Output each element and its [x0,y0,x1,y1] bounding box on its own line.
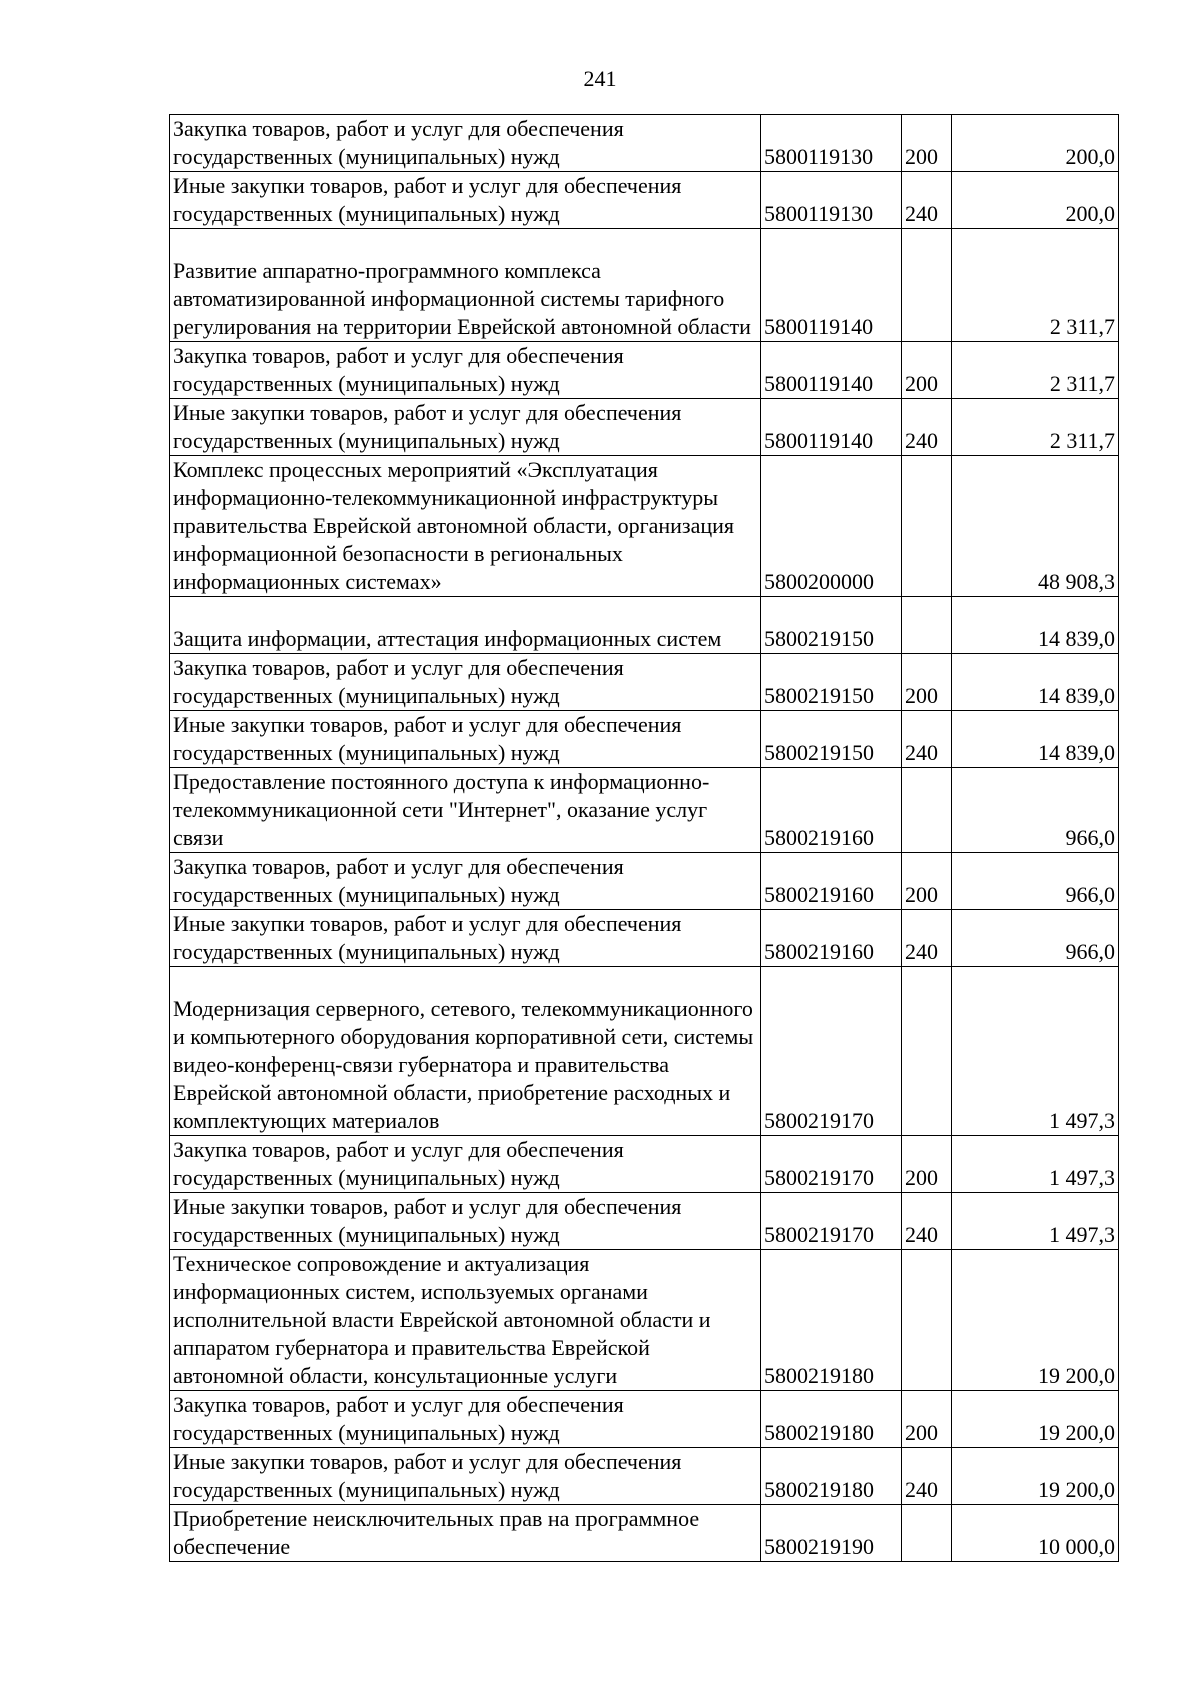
amount-cell: 10 000,0 [952,1505,1119,1562]
expense-type-cell [902,456,952,597]
target-article-code-cell: 5800119140 [761,342,902,399]
target-article-code-cell: 5800219180 [761,1250,902,1391]
table-row [170,1136,1119,1193]
expense-name-cell: Модернизация серверного, сетевого, телекоммуникационного и компьютерного оборудования корпоративной сети, системы видео-конференц-связи губернатора и правительства Еврейской автономной области, приобретение расходных и комплектующих материалов [170,967,761,1136]
target-article-code-cell: 5800219160 [761,853,902,910]
target-article-code-cell: 5800219190 [761,1505,902,1562]
budget-table [169,114,1119,1562]
target-article-code-cell: 5800219150 [761,711,902,768]
expense-name-cell: Иные закупки товаров, работ и услуг для обеспечения государственных (муниципальных) нужд [170,711,761,768]
expense-name-cell: Закупка товаров, работ и услуг для обеспечения государственных (муниципальных) нужд [170,853,761,910]
expense-name-cell: Иные закупки товаров, работ и услуг для обеспечения государственных (муниципальных) нужд [170,1193,761,1250]
amount-cell: 1 497,3 [952,1136,1119,1193]
target-article-code-cell: 5800219150 [761,654,902,711]
expense-type-cell: 240 [902,399,952,456]
expense-type-cell [902,1250,952,1391]
amount-cell: 1 497,3 [952,1193,1119,1250]
amount-cell: 2 311,7 [952,229,1119,342]
amount-cell: 966,0 [952,853,1119,910]
expense-name-cell: Закупка товаров, работ и услуг для обеспечения государственных (муниципальных) нужд [170,342,761,399]
amount-cell: 966,0 [952,910,1119,967]
table-row [170,711,1119,768]
target-article-code-cell: 5800119130 [761,115,902,172]
expense-name-cell: Техническое сопровождение и актуализация информационных систем, используемых органами исполнительной власти Еврейской автономной области и аппаратом губернатора и правительства Еврейской автономной области, консультационные услуги [170,1250,761,1391]
expense-type-cell: 200 [902,654,952,711]
table-row [170,967,1119,1136]
amount-cell: 19 200,0 [952,1250,1119,1391]
table-row [170,768,1119,853]
table-row [170,1448,1119,1505]
target-article-code-cell: 5800219180 [761,1391,902,1448]
expense-name-cell: Закупка товаров, работ и услуг для обеспечения государственных (муниципальных) нужд [170,1391,761,1448]
amount-cell: 14 839,0 [952,654,1119,711]
expense-type-cell [902,1505,952,1562]
target-article-code-cell: 5800219150 [761,597,902,654]
expense-type-cell: 240 [902,1448,952,1505]
table-row [170,1505,1119,1562]
expense-name-cell: Закупка товаров, работ и услуг для обеспечения государственных (муниципальных) нужд [170,1136,761,1193]
expense-name-cell: Приобретение неисключительных прав на программное обеспечение [170,1505,761,1562]
budget-table-body [170,115,1119,1562]
table-row [170,399,1119,456]
expense-type-cell [902,597,952,654]
expense-type-cell: 200 [902,853,952,910]
expense-type-cell: 200 [902,342,952,399]
target-article-code-cell: 5800200000 [761,456,902,597]
amount-cell: 1 497,3 [952,967,1119,1136]
expense-name-cell: Иные закупки товаров, работ и услуг для обеспечения государственных (муниципальных) нужд [170,172,761,229]
amount-cell: 200,0 [952,115,1119,172]
table-row [170,1250,1119,1391]
amount-cell: 2 311,7 [952,399,1119,456]
page-number: 241 [583,66,617,91]
table-row [170,1193,1119,1250]
expense-type-cell [902,229,952,342]
expense-type-cell: 240 [902,910,952,967]
expense-type-cell [902,967,952,1136]
table-row [170,910,1119,967]
expense-name-cell: Иные закупки товаров, работ и услуг для обеспечения государственных (муниципальных) нужд [170,1448,761,1505]
target-article-code-cell: 5800219170 [761,967,902,1136]
target-article-code-cell: 5800219180 [761,1448,902,1505]
target-article-code-cell: 5800219160 [761,910,902,967]
amount-cell: 14 839,0 [952,711,1119,768]
target-article-code-cell: 5800219170 [761,1193,902,1250]
table-row [170,172,1119,229]
expense-name-cell: Развитие аппаратно-программного комплекса автоматизированной информационной системы тарифного регулирования на территории Еврейской автономной области [170,229,761,342]
table-row [170,342,1119,399]
target-article-code-cell: 5800119130 [761,172,902,229]
table-row [170,654,1119,711]
amount-cell: 48 908,3 [952,456,1119,597]
expense-type-cell: 240 [902,1193,952,1250]
target-article-code-cell: 5800119140 [761,399,902,456]
expense-type-cell: 240 [902,172,952,229]
amount-cell: 966,0 [952,768,1119,853]
amount-cell: 19 200,0 [952,1448,1119,1505]
table-row [170,1391,1119,1448]
expense-name-cell: Закупка товаров, работ и услуг для обеспечения государственных (муниципальных) нужд [170,654,761,711]
amount-cell: 14 839,0 [952,597,1119,654]
target-article-code-cell: 5800219160 [761,768,902,853]
table-row [170,115,1119,172]
amount-cell: 2 311,7 [952,342,1119,399]
table-row [170,229,1119,342]
expense-name-cell: Комплекс процессных мероприятий «Эксплуатация информационно-телекоммуникационной инфраструктуры правительства Еврейской автономной области, организация информационной безопасности в региональных информационных системах» [170,456,761,597]
expense-type-cell: 200 [902,1391,952,1448]
amount-cell: 19 200,0 [952,1391,1119,1448]
expense-type-cell: 240 [902,711,952,768]
expense-name-cell: Предоставление постоянного доступа к информационно-телекоммуникационной сети "Интернет", оказание услуг связи [170,768,761,853]
expense-name-cell: Иные закупки товаров, работ и услуг для обеспечения государственных (муниципальных) нужд [170,910,761,967]
target-article-code-cell: 5800119140 [761,229,902,342]
table-row [170,597,1119,654]
expense-name-cell: Закупка товаров, работ и услуг для обеспечения государственных (муниципальных) нужд [170,115,761,172]
expense-type-cell: 200 [902,115,952,172]
expense-type-cell: 200 [902,1136,952,1193]
target-article-code-cell: 5800219170 [761,1136,902,1193]
expense-type-cell [902,768,952,853]
table-row [170,853,1119,910]
amount-cell: 200,0 [952,172,1119,229]
expense-name-cell: Иные закупки товаров, работ и услуг для обеспечения государственных (муниципальных) нужд [170,399,761,456]
expense-name-cell: Защита информации, аттестация информационных систем [170,597,761,654]
table-row [170,456,1119,597]
